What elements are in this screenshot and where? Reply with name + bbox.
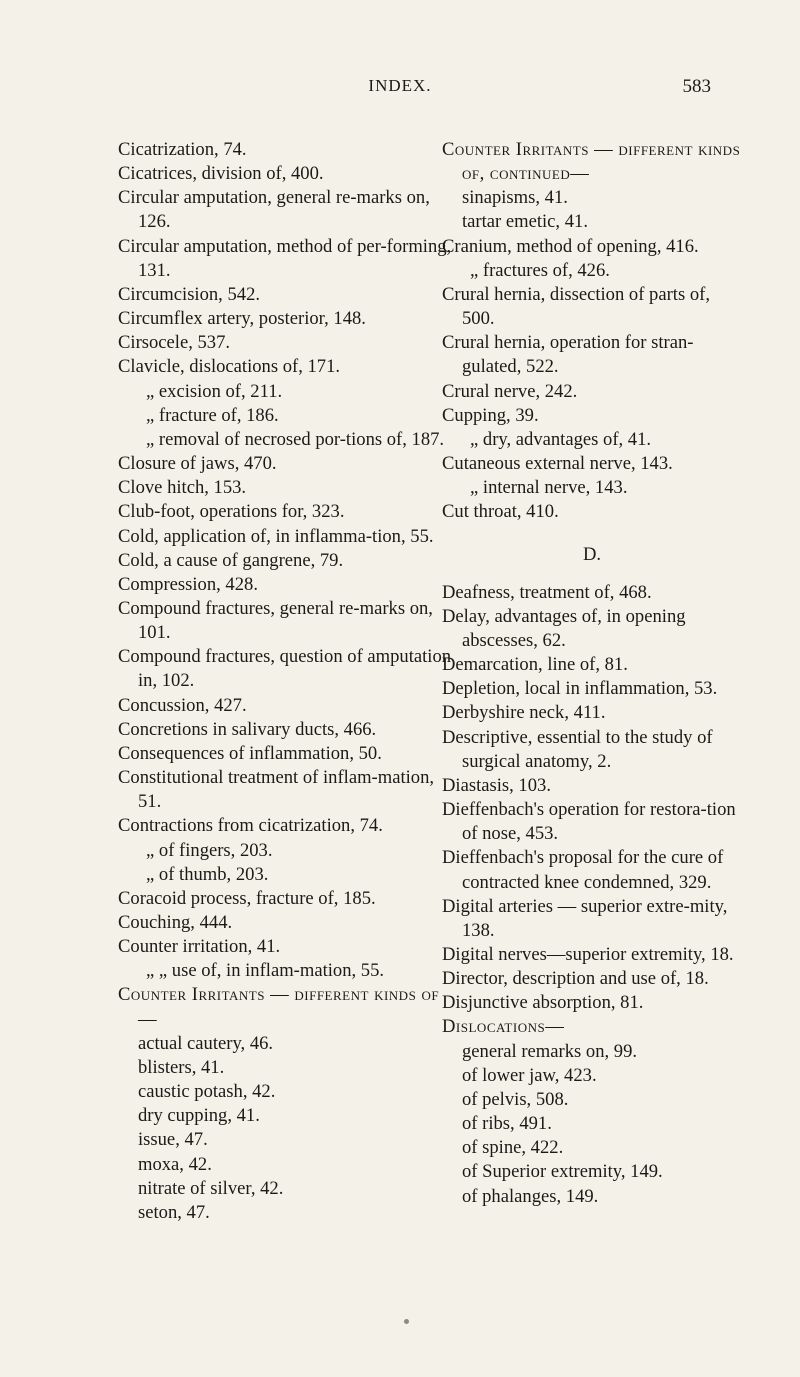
index-entry: Delay, advantages of, in opening abscesses, 62. (442, 605, 686, 651)
index-subentry: tartar emetic, 41. (462, 211, 588, 233)
index-entry: Disjunctive absorption, 81. (442, 992, 644, 1014)
index-subentry: moxa, 42. (138, 1153, 212, 1175)
index-column-left (118, 138, 453, 1225)
index-entry: Cupping, 39. (442, 404, 539, 426)
index-heading: Counter Irritants — different kinds of— (118, 984, 440, 1030)
index-subentry: blisters, 41. (138, 1056, 225, 1078)
running-title: INDEX. (368, 76, 432, 95)
index-entry: Circumflex artery, posterior, 148. (118, 308, 366, 330)
index-ditto-entry: „ internal nerve, 143. (470, 477, 628, 499)
index-column-right (442, 138, 742, 1209)
index-entry: Club-foot, operations for, 323. (118, 501, 345, 523)
index-entry: Cutaneous external nerve, 143. (442, 453, 673, 475)
index-entry: Concretions in salivary ducts, 466. (118, 718, 377, 740)
index-entry: Coracoid process, fracture of, 185. (118, 887, 376, 909)
index-entry: Compression, 428. (118, 573, 258, 595)
index-subentry: of pelvis, 508. (462, 1088, 569, 1110)
index-heading: Counter Irritants — different kinds of, continued— (442, 139, 741, 185)
index-subentry: caustic potash, 42. (138, 1081, 276, 1103)
index-entry: Dieffenbach's operation for restora-tion of nose, 453. (442, 799, 736, 845)
index-entry: Digital arteries — superior extre-mity, 138. (442, 895, 728, 941)
index-entry: Circumcision, 542. (118, 283, 261, 305)
index-entry: Counter irritation, 41. (118, 936, 281, 958)
index-ditto-entry: „ removal of necrosed por-tions of, 187. (146, 428, 445, 450)
index-entry: Consequences of inflammation, 50. (118, 742, 382, 764)
index-ditto-entry: „ excision of, 211. (146, 380, 283, 402)
index-entry: Digital nerves—superior extremity, 18. (442, 944, 734, 965)
index-entry: Cut throat, 410. (442, 501, 559, 523)
index-subentry: actual cautery, 46. (138, 1032, 274, 1054)
index-entry: Contractions from cicatrization, 74. (118, 815, 383, 837)
index-subentry: nitrate of silver, 42. (138, 1177, 284, 1199)
index-subentry: of ribs, 491. (462, 1113, 552, 1135)
index-subentry: of spine, 422. (462, 1137, 564, 1159)
index-entry: Cirsocele, 537. (118, 332, 231, 354)
index-entry: Crural nerve, 242. (442, 380, 578, 402)
index-entry: Descriptive, essential to the study of surgical anatomy, 2. (442, 726, 713, 772)
index-ditto-entry: „ dry, advantages of, 41. (470, 428, 652, 450)
index-ditto-entry: „ of thumb, 203. (146, 863, 269, 885)
index-entry: Couching, 444. (118, 912, 233, 933)
index-entry: Cicatrization, 74. (118, 139, 247, 160)
right-column-c-entries (442, 138, 742, 525)
page-number: 583 (682, 76, 711, 97)
index-entry: Derbyshire neck, 411. (442, 702, 606, 724)
right-column-d-entries (442, 581, 742, 1209)
index-entry: Concussion, 427. (118, 694, 247, 716)
index-entry: Clavicle, dislocations of, 171. (118, 356, 341, 378)
index-subentry: of phalanges, 149. (462, 1185, 599, 1207)
index-entry: Depletion, local in inflammation, 53. (442, 678, 718, 700)
index-subentry: seton, 47. (138, 1201, 210, 1223)
index-entry: Director, description and use of, 18. (442, 968, 709, 990)
index-entry: Cranium, method of opening, 416. (442, 235, 699, 257)
index-entry: Compound fractures, question of amputation in, 102. (118, 646, 452, 692)
index-entry: Demarcation, line of, 81. (442, 654, 628, 676)
index-entry: Cold, a cause of gangrene, 79. (118, 549, 344, 571)
index-entry: Diastasis, 103. (442, 774, 551, 796)
running-head (0, 74, 800, 104)
index-entry: Compound fractures, general re-marks on, 101. (118, 597, 433, 644)
index-entry: Circular amputation, method of per-forming, 131. (118, 235, 452, 281)
index-entry: Closure of jaws, 470. (118, 453, 277, 475)
index-ditto-entry: „ of fingers, 203. (146, 839, 273, 861)
index-entry: Constitutional treatment of inflam-mation, 51. (118, 767, 435, 813)
index-entry: Circular amputation, general re-marks on, 126. (118, 187, 430, 233)
index-subentry: issue, 47. (138, 1129, 208, 1151)
index-subentry: dry cupping, 41. (138, 1105, 260, 1127)
index-heading: Dislocations— (442, 1016, 565, 1038)
index-entry: Cicatrices, division of, 400. (118, 163, 324, 185)
index-entry: Crural hernia, operation for stran-gulated, 522. (442, 332, 694, 378)
index-entry: Clove hitch, 153. (118, 477, 247, 499)
index-entry: Cold, application of, in inflamma-tion, 55. (118, 525, 434, 547)
index-entry: Dieffenbach's proposal for the cure of contracted knee condemned, 329. (442, 847, 724, 893)
index-ditto-entry: „ fracture of, 186. (146, 404, 279, 426)
index-ditto-entry: „ „ use of, in inflam-mation, 55. (146, 960, 385, 982)
index-ditto-entry: „ fractures of, 426. (470, 259, 610, 281)
index-entry: Deafness, treatment of, 468. (442, 581, 652, 603)
printer-mark (404, 1319, 409, 1324)
index-subentry: of Superior extremity, 149. (462, 1161, 663, 1183)
index-subentry: sinapisms, 41. (462, 187, 568, 209)
index-entry: Crural hernia, dissection of parts of, 500. (442, 283, 710, 330)
index-subentry: of lower jaw, 423. (462, 1064, 597, 1086)
section-letter-d: D. (582, 543, 602, 565)
index-subentry: general remarks on, 99. (462, 1040, 638, 1062)
